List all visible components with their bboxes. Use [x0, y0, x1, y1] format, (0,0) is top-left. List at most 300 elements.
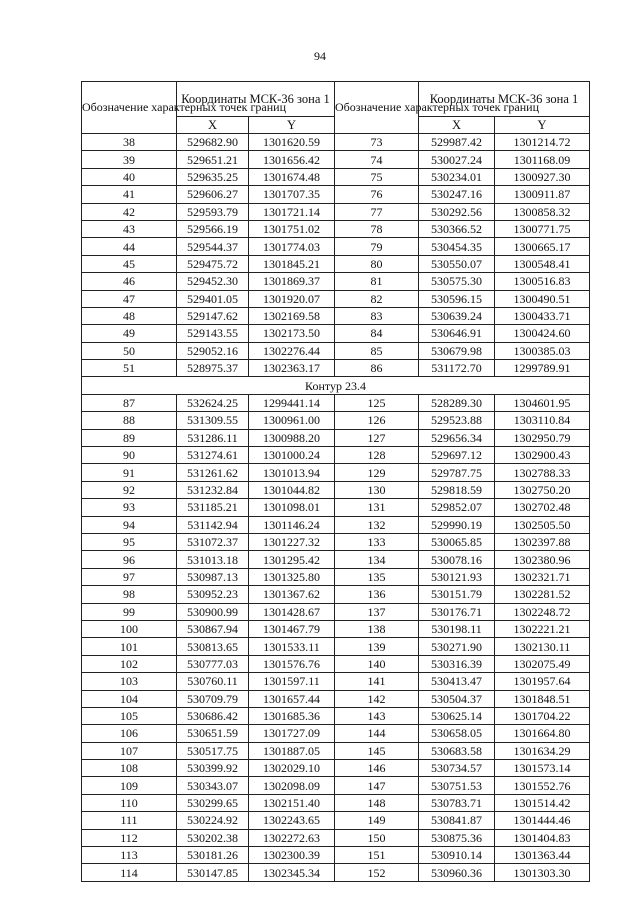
y-cell: 1302900.43: [495, 447, 590, 464]
point-id-cell: 42: [82, 203, 177, 220]
point-id-cell: 43: [82, 220, 177, 237]
y-cell: 1301214.72: [495, 134, 590, 151]
x-cell: 530504.37: [419, 690, 495, 707]
y-cell: 1300988.20: [249, 429, 335, 446]
point-id-cell: 49: [82, 325, 177, 342]
y-cell: 1302248.72: [495, 603, 590, 620]
y-cell: 1302750.20: [495, 481, 590, 498]
x-cell: 530734.57: [419, 760, 495, 777]
y-cell: 1301000.24: [249, 447, 335, 464]
x-cell: 530366.52: [419, 220, 495, 237]
point-id-cell: 110: [82, 794, 177, 811]
y-cell: 1301657.44: [249, 690, 335, 707]
y-cell: 1303110.84: [495, 412, 590, 429]
y-cell: 1302321.71: [495, 568, 590, 585]
point-id-cell: 133: [335, 533, 419, 550]
x-cell: 530952.23: [177, 586, 249, 603]
y-cell: 1302300.39: [249, 847, 335, 864]
table-row: [82, 586, 590, 603]
x-cell: 530658.05: [419, 725, 495, 742]
y-cell: 1300927.30: [495, 168, 590, 185]
point-id-cell: 140: [335, 655, 419, 672]
table-row: [82, 273, 590, 290]
point-id-cell: 98: [82, 586, 177, 603]
table-row: [82, 464, 590, 481]
point-id-cell: 142: [335, 690, 419, 707]
coords-header-left: Координаты МСК-36 зона 1: [177, 82, 335, 117]
table-row: [82, 533, 590, 550]
x-cell: 531172.70: [419, 360, 495, 377]
point-id-cell: 75: [335, 168, 419, 185]
point-id-cell: 94: [82, 516, 177, 533]
x-cell: 530413.47: [419, 673, 495, 690]
x-cell: 529990.19: [419, 516, 495, 533]
point-id-cell: 48: [82, 307, 177, 324]
y-cell: 1302950.79: [495, 429, 590, 446]
table-row: [82, 620, 590, 637]
x-cell: 531261.62: [177, 464, 249, 481]
table-row: [82, 673, 590, 690]
x-cell: 531013.18: [177, 551, 249, 568]
point-id-cell: 148: [335, 794, 419, 811]
point-id-cell: 131: [335, 499, 419, 516]
point-id-cell: 107: [82, 742, 177, 759]
y-cell: 1301634.29: [495, 742, 590, 759]
point-id-cell: 44: [82, 238, 177, 255]
x-cell: 530234.01: [419, 168, 495, 185]
point-id-cell: 147: [335, 777, 419, 794]
x-cell: 532624.25: [177, 394, 249, 411]
x-cell: 530686.42: [177, 707, 249, 724]
x-cell: 530751.53: [419, 777, 495, 794]
table-section-2: [82, 394, 590, 881]
x-cell: 530147.85: [177, 864, 249, 881]
y-cell: 1302345.34: [249, 864, 335, 881]
x-cell: 529635.25: [177, 168, 249, 185]
y-cell: 1301620.59: [249, 134, 335, 151]
table-row: [82, 220, 590, 237]
y-cell: 1301597.11: [249, 673, 335, 690]
table-row: [82, 447, 590, 464]
point-id-cell: 135: [335, 568, 419, 585]
x-cell: 530202.38: [177, 829, 249, 846]
y-cell: 1302788.33: [495, 464, 590, 481]
table-row: [82, 238, 590, 255]
y-cell: 1301685.36: [249, 707, 335, 724]
y-cell: 1301227.32: [249, 533, 335, 550]
y-cell: 1302702.48: [495, 499, 590, 516]
contour-row: [82, 377, 590, 394]
point-id-cell: 41: [82, 186, 177, 203]
y-cell: 1301533.11: [249, 638, 335, 655]
point-id-cell: 77: [335, 203, 419, 220]
x-cell: 530987.13: [177, 568, 249, 585]
y-cell: 1301576.76: [249, 655, 335, 672]
y-cell: 1302173.50: [249, 325, 335, 342]
x-cell: 530910.14: [419, 847, 495, 864]
table-row: [82, 168, 590, 185]
y-cell: 1302505.50: [495, 516, 590, 533]
table-row: [82, 499, 590, 516]
x-cell: 529818.59: [419, 481, 495, 498]
x-cell: 530596.15: [419, 290, 495, 307]
table-row: [82, 186, 590, 203]
y-cell: 1302272.63: [249, 829, 335, 846]
point-id-cell: 83: [335, 307, 419, 324]
y-cell: 1301869.37: [249, 273, 335, 290]
point-id-cell: 111: [82, 812, 177, 829]
x-cell: 529452.30: [177, 273, 249, 290]
point-id-cell: 143: [335, 707, 419, 724]
y-cell: 1301325.80: [249, 568, 335, 585]
table-row: [82, 742, 590, 759]
x-cell: 529852.07: [419, 499, 495, 516]
x-cell: 529682.90: [177, 134, 249, 151]
table-row: [82, 777, 590, 794]
point-id-cell: 86: [335, 360, 419, 377]
x-cell: 530065.85: [419, 533, 495, 550]
x-cell: 530176.71: [419, 603, 495, 620]
y-cell: 1301552.76: [495, 777, 590, 794]
point-id-cell: 88: [82, 412, 177, 429]
x-cell: 530247.16: [419, 186, 495, 203]
y-cell: 1302098.09: [249, 777, 335, 794]
table-row: [82, 864, 590, 881]
x-cell: 530550.07: [419, 255, 495, 272]
point-id-cell: 105: [82, 707, 177, 724]
point-id-cell: 149: [335, 812, 419, 829]
y-cell: 1301887.05: [249, 742, 335, 759]
point-id-cell: 126: [335, 412, 419, 429]
table-row: [82, 360, 590, 377]
x-cell: 531142.94: [177, 516, 249, 533]
point-id-cell: 132: [335, 516, 419, 533]
y-header-left: Y: [249, 117, 335, 134]
table-row: [82, 829, 590, 846]
y-cell: 1301573.14: [495, 760, 590, 777]
x-cell: 530121.93: [419, 568, 495, 585]
point-id-cell: 45: [82, 255, 177, 272]
point-id-cell: 91: [82, 464, 177, 481]
page-number: 94: [314, 49, 326, 63]
point-id-cell: 103: [82, 673, 177, 690]
point-id-cell: 136: [335, 586, 419, 603]
x-cell: 529544.37: [177, 238, 249, 255]
table-row: [82, 342, 590, 359]
point-id-cell: 95: [82, 533, 177, 550]
y-cell: 1302243.65: [249, 812, 335, 829]
point-id-cell: 85: [335, 342, 419, 359]
y-cell: 1300385.03: [495, 342, 590, 359]
point-id-cell: 46: [82, 273, 177, 290]
point-id-cell: 80: [335, 255, 419, 272]
point-id-cell: 102: [82, 655, 177, 672]
y-cell: 1300858.32: [495, 203, 590, 220]
point-id-cell: 92: [82, 481, 177, 498]
y-cell: 1304601.95: [495, 394, 590, 411]
point-id-cell: 50: [82, 342, 177, 359]
x-cell: 530783.71: [419, 794, 495, 811]
x-cell: 531232.84: [177, 481, 249, 498]
x-cell: 531309.55: [177, 412, 249, 429]
point-id-cell: 73: [335, 134, 419, 151]
y-cell: 1300771.75: [495, 220, 590, 237]
x-cell: 530316.39: [419, 655, 495, 672]
x-header-left: X: [177, 117, 249, 134]
y-cell: 1301044.82: [249, 481, 335, 498]
x-cell: 529401.05: [177, 290, 249, 307]
x-cell: 529052.16: [177, 342, 249, 359]
point-id-cell: 38: [82, 134, 177, 151]
x-cell: 530198.11: [419, 620, 495, 637]
y-cell: 1301404.83: [495, 829, 590, 846]
point-id-cell: 129: [335, 464, 419, 481]
x-cell: 530900.99: [177, 603, 249, 620]
y-cell: 1300961.00: [249, 412, 335, 429]
y-cell: 1301664.80: [495, 725, 590, 742]
y-cell: 1301295.42: [249, 551, 335, 568]
y-cell: 1301514.42: [495, 794, 590, 811]
point-id-cell: 134: [335, 551, 419, 568]
y-cell: 1301674.48: [249, 168, 335, 185]
table-row: [82, 255, 590, 272]
x-cell: 530960.36: [419, 864, 495, 881]
point-id-cell: 93: [82, 499, 177, 516]
x-cell: 530867.94: [177, 620, 249, 637]
y-header-right: Y: [495, 117, 590, 134]
table-row: [82, 429, 590, 446]
table-row: [82, 568, 590, 585]
y-cell: 1302380.96: [495, 551, 590, 568]
x-cell: 530760.11: [177, 673, 249, 690]
points-header-right: Обозначение характерных точек границ: [335, 82, 419, 134]
y-cell: 1301013.94: [249, 464, 335, 481]
x-cell: 529593.79: [177, 203, 249, 220]
contour-section: [82, 377, 590, 394]
point-id-cell: 51: [82, 360, 177, 377]
x-cell: 530517.75: [177, 742, 249, 759]
point-id-cell: 127: [335, 429, 419, 446]
point-id-cell: 47: [82, 290, 177, 307]
x-cell: 529787.75: [419, 464, 495, 481]
table-row: [82, 707, 590, 724]
coords-header-right: Координаты МСК-36 зона 1: [419, 82, 590, 117]
y-cell: 1301146.24: [249, 516, 335, 533]
x-cell: 530709.79: [177, 690, 249, 707]
point-id-cell: 108: [82, 760, 177, 777]
table-row: [82, 412, 590, 429]
point-id-cell: 39: [82, 151, 177, 168]
point-id-cell: 90: [82, 447, 177, 464]
y-cell: 1301920.07: [249, 290, 335, 307]
point-id-cell: 76: [335, 186, 419, 203]
point-id-cell: 141: [335, 673, 419, 690]
x-cell: 530027.24: [419, 151, 495, 168]
y-cell: 1301774.03: [249, 238, 335, 255]
y-cell: 1302281.52: [495, 586, 590, 603]
point-id-cell: 139: [335, 638, 419, 655]
x-cell: 529523.88: [419, 412, 495, 429]
table-row: [82, 638, 590, 655]
y-cell: 1301727.09: [249, 725, 335, 742]
x-cell: 530343.07: [177, 777, 249, 794]
y-cell: 1301721.14: [249, 203, 335, 220]
point-id-cell: 146: [335, 760, 419, 777]
y-cell: 1302221.21: [495, 620, 590, 637]
points-header-left: Обозначение характерных точек границ: [82, 82, 177, 134]
table-row: [82, 655, 590, 672]
x-cell: 530575.30: [419, 273, 495, 290]
point-id-cell: 87: [82, 394, 177, 411]
table-row: [82, 134, 590, 151]
coordinates-table: [81, 81, 590, 882]
y-cell: 1302075.49: [495, 655, 590, 672]
point-id-cell: 113: [82, 847, 177, 864]
y-cell: 1299789.91: [495, 360, 590, 377]
x-cell: 530292.56: [419, 203, 495, 220]
point-id-cell: 78: [335, 220, 419, 237]
table-row: [82, 725, 590, 742]
table-row: [82, 847, 590, 864]
table-row: [82, 794, 590, 811]
table-row: [82, 325, 590, 342]
x-cell: 529143.55: [177, 325, 249, 342]
x-cell: 530679.98: [419, 342, 495, 359]
point-id-cell: 125: [335, 394, 419, 411]
x-cell: 530181.26: [177, 847, 249, 864]
y-cell: 1301428.67: [249, 603, 335, 620]
x-cell: 530683.58: [419, 742, 495, 759]
table-row: [82, 690, 590, 707]
x-cell: 531185.21: [177, 499, 249, 516]
table-row: [82, 516, 590, 533]
table-row: [82, 203, 590, 220]
y-cell: 1302276.44: [249, 342, 335, 359]
x-cell: 529147.62: [177, 307, 249, 324]
table-row: [82, 151, 590, 168]
y-cell: 1301845.21: [249, 255, 335, 272]
table-row: [82, 760, 590, 777]
table-row: [82, 481, 590, 498]
y-cell: 1301367.62: [249, 586, 335, 603]
y-cell: 1300424.60: [495, 325, 590, 342]
y-cell: 1302169.58: [249, 307, 335, 324]
x-cell: 531286.11: [177, 429, 249, 446]
point-id-cell: 128: [335, 447, 419, 464]
point-id-cell: 114: [82, 864, 177, 881]
point-id-cell: 89: [82, 429, 177, 446]
x-cell: 530224.92: [177, 812, 249, 829]
x-cell: 529656.34: [419, 429, 495, 446]
point-id-cell: 150: [335, 829, 419, 846]
point-id-cell: 152: [335, 864, 419, 881]
x-cell: 530813.65: [177, 638, 249, 655]
y-cell: 1301957.64: [495, 673, 590, 690]
x-cell: 530299.65: [177, 794, 249, 811]
table-section-1: [82, 134, 590, 377]
y-cell: 1300433.71: [495, 307, 590, 324]
point-id-cell: 81: [335, 273, 419, 290]
table-row: [82, 603, 590, 620]
y-cell: 1302397.88: [495, 533, 590, 550]
x-cell: 530777.03: [177, 655, 249, 672]
x-cell: 531274.61: [177, 447, 249, 464]
x-cell: 530875.36: [419, 829, 495, 846]
x-cell: 529606.27: [177, 186, 249, 203]
x-cell: 529697.12: [419, 447, 495, 464]
y-cell: 1300548.41: [495, 255, 590, 272]
table-row: [82, 812, 590, 829]
point-id-cell: 104: [82, 690, 177, 707]
point-id-cell: 82: [335, 290, 419, 307]
point-id-cell: 84: [335, 325, 419, 342]
y-cell: 1301467.79: [249, 620, 335, 637]
y-cell: 1301656.42: [249, 151, 335, 168]
point-id-cell: 101: [82, 638, 177, 655]
y-cell: 1301168.09: [495, 151, 590, 168]
y-cell: 1301363.44: [495, 847, 590, 864]
x-cell: 528975.37: [177, 360, 249, 377]
x-cell: 530625.14: [419, 707, 495, 724]
y-cell: 1301848.51: [495, 690, 590, 707]
point-id-cell: 40: [82, 168, 177, 185]
x-cell: 530639.24: [419, 307, 495, 324]
x-header-right: X: [419, 117, 495, 134]
point-id-cell: 130: [335, 481, 419, 498]
x-cell: 530646.91: [419, 325, 495, 342]
y-cell: 1300490.51: [495, 290, 590, 307]
point-id-cell: 74: [335, 151, 419, 168]
y-cell: 1301098.01: [249, 499, 335, 516]
contour-title: Контур 23.4: [82, 377, 590, 394]
point-id-cell: 112: [82, 829, 177, 846]
y-cell: 1301444.46: [495, 812, 590, 829]
y-cell: 1302363.17: [249, 360, 335, 377]
table-row: [82, 307, 590, 324]
x-cell: 529566.19: [177, 220, 249, 237]
table-row: [82, 290, 590, 307]
y-cell: 1300516.83: [495, 273, 590, 290]
y-cell: 1301751.02: [249, 220, 335, 237]
point-id-cell: 79: [335, 238, 419, 255]
point-id-cell: 97: [82, 568, 177, 585]
point-id-cell: 99: [82, 603, 177, 620]
x-cell: 531072.37: [177, 533, 249, 550]
y-cell: 1301704.22: [495, 707, 590, 724]
x-cell: 530078.16: [419, 551, 495, 568]
x-cell: 530454.35: [419, 238, 495, 255]
point-id-cell: 144: [335, 725, 419, 742]
y-cell: 1301707.35: [249, 186, 335, 203]
point-id-cell: 145: [335, 742, 419, 759]
y-cell: 1299441.14: [249, 394, 335, 411]
table-row: [82, 394, 590, 411]
y-cell: 1302130.11: [495, 638, 590, 655]
y-cell: 1302029.10: [249, 760, 335, 777]
point-id-cell: 106: [82, 725, 177, 742]
y-cell: 1301303.30: [495, 864, 590, 881]
y-cell: 1300911.87: [495, 186, 590, 203]
point-id-cell: 100: [82, 620, 177, 637]
x-cell: 530841.87: [419, 812, 495, 829]
point-id-cell: 137: [335, 603, 419, 620]
x-cell: 530651.59: [177, 725, 249, 742]
x-cell: 528289.30: [419, 394, 495, 411]
point-id-cell: 96: [82, 551, 177, 568]
x-cell: 530151.79: [419, 586, 495, 603]
x-cell: 530271.90: [419, 638, 495, 655]
point-id-cell: 109: [82, 777, 177, 794]
